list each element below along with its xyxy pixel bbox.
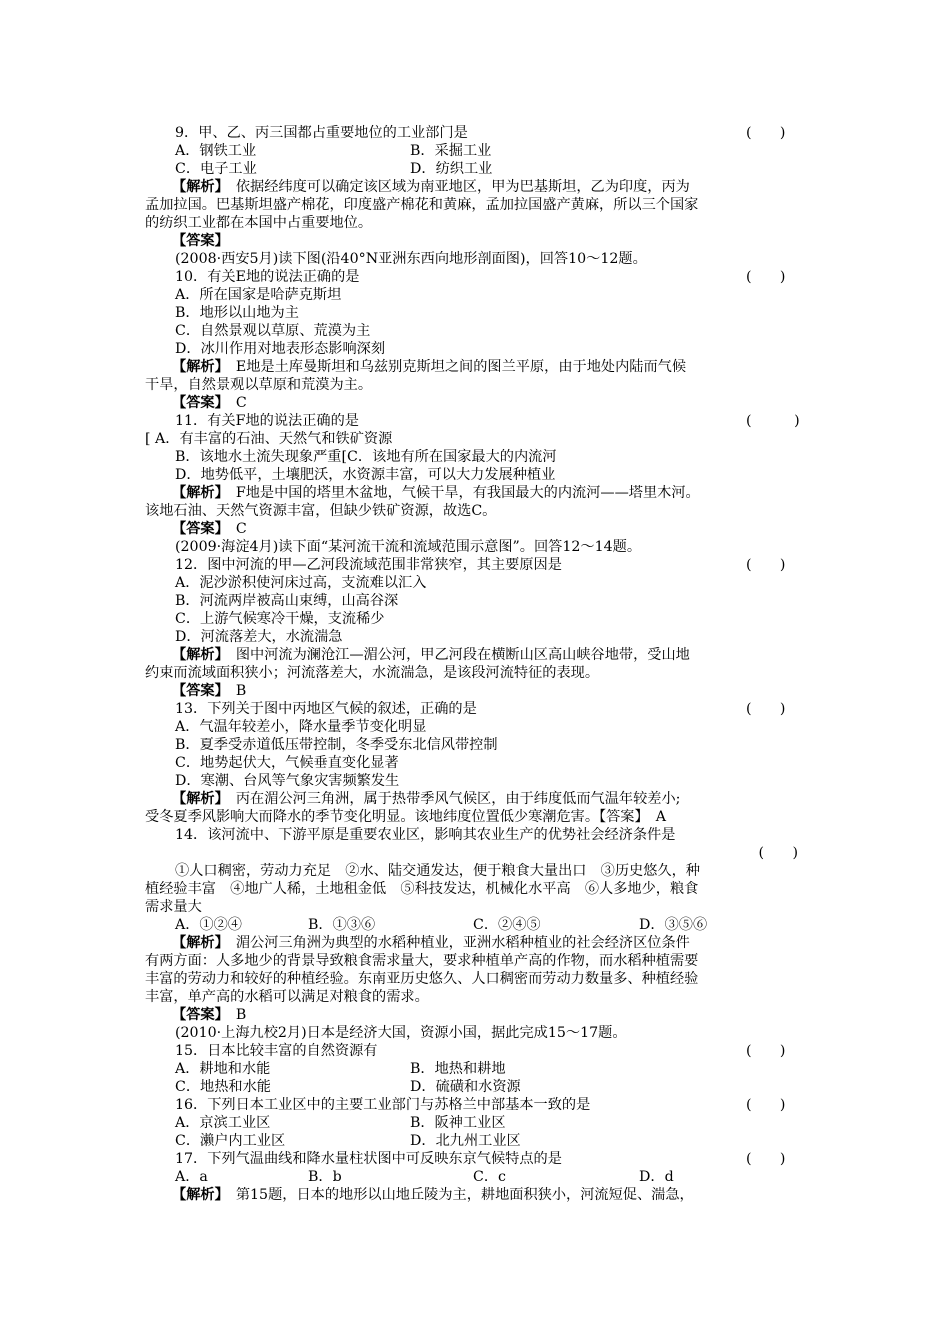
question-text: 15．日本比较丰富的自然资源有 [175, 1043, 378, 1059]
option-row [145, 1114, 812, 1132]
text-line: 丰富，单产高的水稻可以满足对粮食的需求。 [145, 989, 429, 1005]
question-line [145, 700, 812, 718]
labeled-line [145, 934, 812, 952]
labeled-line [145, 232, 812, 250]
document-page [145, 124, 812, 1204]
option-b: B．b [308, 1169, 342, 1185]
text-line: [ A．有丰富的石油、天然气和铁矿资源 [145, 431, 393, 447]
question-line [145, 268, 812, 286]
question-text: 13．下列关于图中丙地区气候的叙述，正确的是 [175, 701, 477, 717]
text-line: C．上游气候寒冷干燥，支流稀少 [175, 611, 385, 627]
question-text: 9．甲、乙、丙三国都占重要地位的工业部门是 [175, 125, 468, 141]
option-left: A．京滨工业区 [175, 1115, 271, 1131]
option-b: B．①③⑥ [308, 917, 376, 933]
question-text: 12．图中河流的甲—乙河段流域范围非常狭窄，其主要原因是 [175, 557, 562, 573]
option-left: C．地热和水能 [175, 1079, 271, 1095]
answer-paren: ( ) [746, 125, 786, 141]
option-right: D．硫磺和水资源 [410, 1079, 521, 1095]
answer-paren: ( ) [746, 557, 786, 573]
labeled-line [145, 484, 812, 502]
option-row [145, 1168, 812, 1186]
answer-paren: ( ) [746, 413, 800, 429]
option-left: A．钢铁工业 [175, 143, 257, 159]
text-line: B．地形以山地为主 [175, 305, 299, 321]
labeled-line [145, 1006, 812, 1024]
text-line: A．泥沙淤积使河床过高，支流难以汇入 [175, 575, 427, 591]
section-label: 【答案】 [172, 521, 222, 537]
option-row [145, 1078, 812, 1096]
labeled-text: 丙在湄公河三角洲，属于热带季风气候区，由于纬度低而气温年较差小; [221, 791, 681, 807]
labeled-text: 湄公河三角洲为典型的水稻种植业，亚洲水稻种植业的社会经济区位条件 [221, 935, 690, 951]
text-line: D．寒潮、台风等气象灾害频繁发生 [175, 773, 400, 789]
option-left: C．濑户内工业区 [175, 1133, 286, 1149]
option-d: D．d [639, 1169, 674, 1185]
option-a: A．a [175, 1169, 208, 1185]
text-line: C．地势起伏大，气候垂直变化显著 [175, 755, 399, 771]
text-line: B．该地水土流失现象严重[C．该地有所在国家最大的内流河 [175, 449, 557, 465]
question-line [145, 412, 812, 430]
text-line: 受冬夏季风影响大而降水的季节变化明显。该地纬度位置低少寒潮危害。【答案】 A [145, 809, 666, 825]
option-c: C．c [473, 1169, 506, 1185]
question-text: 10．有关E地的说法正确的是 [175, 269, 360, 285]
question-text: 11．有关F地的说法正确的是 [175, 413, 359, 429]
question-line [145, 556, 812, 574]
text-line: D．河流落差大，水流湍急 [175, 629, 343, 645]
question-line [145, 1150, 812, 1168]
option-row [145, 916, 812, 934]
text-line: C．自然景观以草原、荒漠为主 [175, 323, 371, 339]
labeled-text: C [221, 395, 247, 411]
answer-paren-line: ( ) [758, 845, 798, 861]
labeled-line [145, 646, 812, 664]
option-row [145, 1060, 812, 1078]
text-line: 孟加拉国。巴基斯坦盛产棉花，印度盛产棉花和黄麻，孟加拉国盛产黄麻，所以三个国家 [145, 197, 699, 213]
text-line: 需求量大 [145, 899, 202, 915]
text-line: 植经验丰富 ④地广人稀，土地租金低 ⑤科技发达，机械化水平高 ⑥人多地少，粮食 [145, 881, 699, 897]
labeled-line [145, 790, 812, 808]
question-text: 16．下列日本工业区中的主要工业部门与苏格兰中部基本一致的是 [175, 1097, 591, 1113]
option-row [145, 160, 812, 178]
answer-paren: ( ) [746, 269, 786, 285]
labeled-line [145, 520, 812, 538]
text-line: D．地势低平，土壤肥沃，水资源丰富，可以大力发展种植业 [175, 467, 556, 483]
answer-paren: ( ) [746, 1151, 786, 1167]
text-line: B．河流两岸被高山束缚，山高谷深 [175, 593, 399, 609]
text-line: A．所在国家是哈萨克斯坦 [175, 287, 342, 303]
text-line: 约束而流域面积狭小；河流落差大，水流湍急，是该段河流特征的表现。 [145, 665, 600, 681]
answer-paren: ( ) [746, 1097, 786, 1113]
section-label: 【答案】 [172, 683, 222, 699]
option-row [145, 1132, 812, 1150]
question-text: 17．下列气温曲线和降水量柱状图中可反映东京气候特点的是 [175, 1151, 562, 1167]
labeled-line [145, 358, 812, 376]
text-line: 干旱，自然景观以草原和荒漠为主。 [145, 377, 373, 393]
option-right: B．阪神工业区 [410, 1115, 506, 1131]
text-line: (2009·海淀4月)读下面“某河流干流和流域范围示意图”。回答12～14题。 [175, 539, 642, 555]
labeled-text: 依据经纬度可以确定该区域为南亚地区，甲为巴基斯坦，乙为印度，丙为 [221, 179, 690, 195]
option-left: A．耕地和水能 [175, 1061, 271, 1077]
text-line: 该地石油、天然气资源丰富，但缺少铁矿资源，故选C。 [145, 503, 497, 519]
section-label: 【解析】 [172, 485, 222, 501]
section-label: 【解析】 [172, 1187, 222, 1203]
text-line: ①人口稠密，劳动力充足 ②水、陆交通发达，便于粮食大量出口 ③历史悠久，种 [175, 863, 700, 879]
text-line: 的纺织工业都在本国中占重要地位。 [145, 215, 373, 231]
text-line: B．夏季受赤道低压带控制，冬季受东北信风带控制 [175, 737, 498, 753]
labeled-line [145, 682, 812, 700]
labeled-text: E地是土库曼斯坦和乌兹别克斯坦之间的图兰平原，由于地处内陆而气候 [221, 359, 687, 375]
text-line: 丰富的劳动力和较好的种植经验。东南亚历史悠久、人口稠密而劳动力数量多、种植经验 [145, 971, 699, 987]
text-line: D．冰川作用对地表形态影响深刻 [175, 341, 386, 357]
option-right: B．地热和耕地 [410, 1061, 506, 1077]
section-label: 【解析】 [172, 791, 222, 807]
section-label: 【解析】 [172, 359, 222, 375]
option-right: D．北九州工业区 [410, 1133, 521, 1149]
text-line: 14．该河流中、下游平原是重要农业区，影响其农业生产的优势社会经济条件是 [175, 827, 676, 843]
answer-paren: ( ) [746, 1043, 786, 1059]
text-line: (2008·西安5月)读下图(沿40°N亚洲东西向地形剖面图)，回答10～12题。 [175, 251, 647, 267]
text-line: (2010·上海九校2月)日本是经济大国，资源小国，据此完成15～17题。 [175, 1025, 627, 1041]
labeled-text: B [221, 683, 247, 699]
labeled-text: F地是中国的塔里木盆地，气候干旱，有我国最大的内流河——塔里木河。 [221, 485, 700, 501]
option-row [145, 142, 812, 160]
labeled-line [145, 1186, 812, 1204]
option-a: A．①②④ [175, 917, 242, 933]
labeled-text: C [221, 521, 247, 537]
section-label: 【解析】 [172, 935, 222, 951]
labeled-line [145, 394, 812, 412]
question-line [145, 1042, 812, 1060]
option-c: C．②④⑤ [473, 917, 541, 933]
section-label: 【答案】 [172, 395, 222, 411]
question-line [145, 124, 812, 142]
text-line: 有两方面：人多地少的背景导致粮食需求量大，要求种植单产高的作物，而水稻种植需要 [145, 953, 699, 969]
labeled-text: 第15题，日本的地形以山地丘陵为主，耕地面积狭小，河流短促、湍急， [221, 1187, 694, 1203]
option-right: B．采掘工业 [410, 143, 492, 159]
question-line [145, 1096, 812, 1114]
option-d: D．③⑤⑥ [639, 917, 708, 933]
section-label: 【解析】 [172, 179, 222, 195]
labeled-text: 图中河流为澜沧江—湄公河，甲乙河段在横断山区高山峡谷地带，受山地 [221, 647, 690, 663]
labeled-line [145, 178, 812, 196]
option-left: C．电子工业 [175, 161, 257, 177]
section-label: 【解析】 [172, 647, 222, 663]
labeled-text: B [221, 1007, 247, 1023]
answer-paren: ( ) [746, 701, 786, 717]
section-label: 【答案】 [172, 233, 229, 249]
option-right: D．纺织工业 [410, 161, 493, 177]
text-line: A．气温年较差小，降水量季节变化明显 [175, 719, 427, 735]
section-label: 【答案】 [172, 1007, 222, 1023]
